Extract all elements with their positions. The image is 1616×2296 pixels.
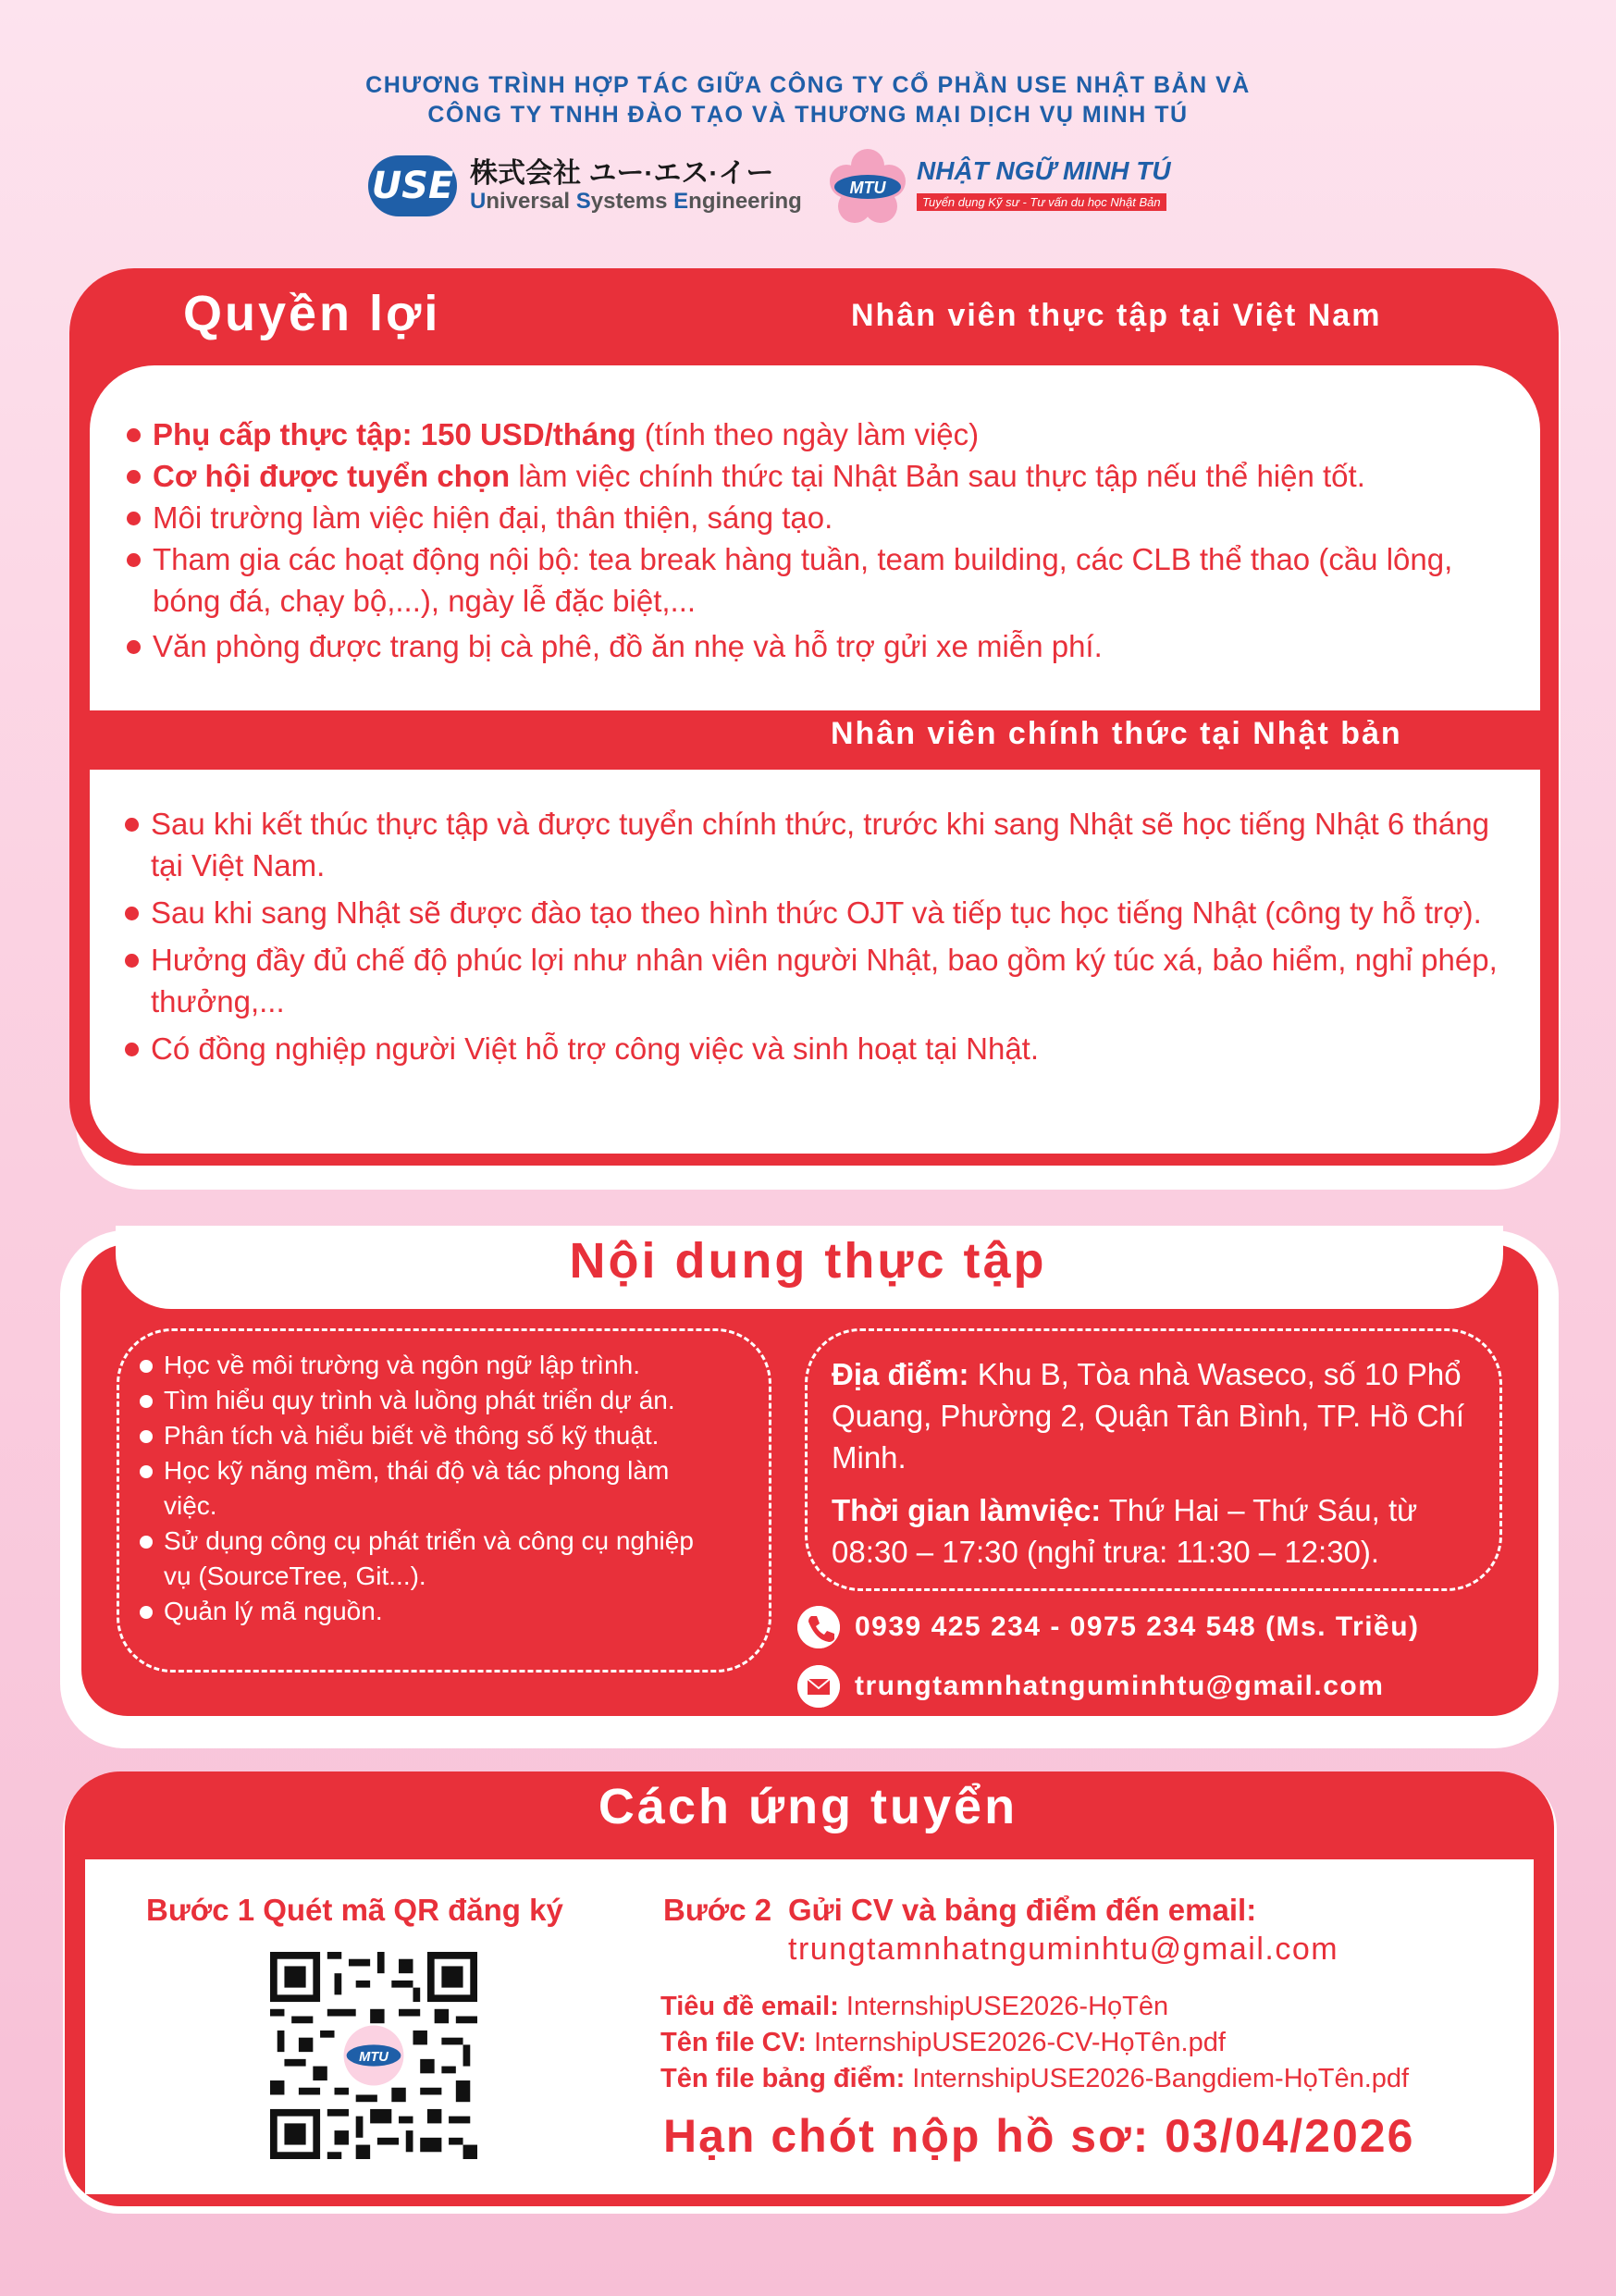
header-line-2: CÔNG TY TNHH ĐÀO TẠO VÀ THƯƠNG MẠI DỊCH VỤ MINH TÚ: [427, 102, 1189, 128]
use-logo-mark: USE: [368, 155, 457, 216]
phone-row: [797, 1606, 1537, 1652]
vn-benefits-box: [90, 365, 1540, 710]
vn-benefit-item: Môi trường làm việc hiện đại, thân thiện, sáng tạo.: [125, 497, 1540, 538]
mtu-badge-text: MTU: [849, 179, 886, 197]
qr-code[interactable]: [270, 1952, 477, 2159]
jp-benefit-item: Sau khi kết thúc thực tập và được tuyển chính thức, trước khi sang Nhật sẽ học tiếng Nhật 6 tháng tại Việt Nam.: [123, 803, 1511, 886]
mtu-logo-tagline: Tuyển dụng Kỹ sư - Tư vấn du học Nhật Bản: [917, 193, 1166, 211]
task-item: Quản lý mã nguồn.: [136, 1594, 765, 1629]
task-item: Tìm hiểu quy trình và luồng phát triển dự án.: [136, 1383, 765, 1418]
task-item: Sử dụng công cụ phát triển và công cụ nghiệp vụ (SourceTree, Git...).: [136, 1524, 719, 1594]
step2-label: Bước 2: [663, 1893, 772, 1927]
jp-benefit-item: Có đồng nghiệp người Việt hỗ trợ công việc và sinh hoạt tại Nhật.: [123, 1028, 1511, 1069]
email-subject-row: Tiêu đề email: InternshipUSE2026-HọTên: [660, 1992, 1169, 2021]
step2-email: trungtamnhatnguminhtu@gmail.com: [788, 1932, 1339, 1967]
qr-badge-text: MTU: [359, 2050, 389, 2066]
working-time-info: Thời gian làmviệc: Thứ Hai – Thứ Sáu, từ 08:30 – 17:30 (nghỉ trưa: 11:30 – 12:30).: [832, 1493, 1418, 1569]
vn-benefit-item: Tham gia các hoạt động nội bộ: tea break hàng tuần, team building, các CLB thể thao (cầu lông, bóng đá, chạy bộ,...), ngày lễ đặc biệt,...: [125, 538, 1503, 622]
vn-benefit-item: Văn phòng được trang bị cà phê, đồ ăn nhẹ và hỗ trợ gửi xe miễn phí.: [125, 625, 1540, 667]
use-logo: [368, 150, 802, 224]
cv-filename-row: Tên file CV: InternshipUSE2026-CV-HọTên.pdf: [660, 2028, 1226, 2057]
jp-benefit-item: Hưởng đầy đủ chế độ phúc lợi như nhân viên người Nhật, bao gồm ký túc xá, bảo hiểm, nghỉ phép, thưởng,...: [123, 939, 1511, 1022]
internship-info-box: [805, 1328, 1502, 1591]
mtu-logo-name: NHẬT NGỮ MINH TÚ: [917, 156, 1171, 185]
jp-benefits-box: [90, 770, 1540, 1154]
internship-tasks-box: [117, 1328, 771, 1673]
mail-icon: [797, 1665, 840, 1708]
jp-benefit-item: Sau khi sang Nhật sẽ được đào tạo theo hình thức OJT và tiếp tục học tiếng Nhật (công ty hỗ trợ).: [123, 892, 1511, 933]
score-filename-row: Tên file bảng điểm: InternshipUSE2026-Bangdiem-HọTên.pdf: [660, 2064, 1410, 2093]
phone-numbers: 0939 425 234 - 0975 234 548 (Ms. Triều): [855, 1611, 1420, 1642]
use-logo-jp: 株式会社 ユー·エス·イー: [470, 158, 774, 189]
step1-label: Bước 1 Quét mã QR đăng ký: [146, 1893, 563, 1927]
contact-email: trungtamnhatnguminhtu@gmail.com: [855, 1671, 1385, 1701]
task-item: Phân tích và hiểu biết về thông số kỹ thuật.: [136, 1418, 765, 1453]
task-item: Học về môi trường và ngôn ngữ lập trình.: [136, 1348, 765, 1383]
task-item: Học kỹ năng mềm, thái độ và tác phong làm việc.: [136, 1453, 719, 1524]
internship-title: Nội dung thực tập: [569, 1233, 1047, 1289]
benefits-title: Quyền lợi: [183, 286, 441, 341]
use-logo-en: Universal Systems Engineering: [470, 189, 802, 214]
jp-staff-title: Nhân viên chính thức tại Nhật bản: [831, 716, 1402, 751]
deadline: Hạn chót nộp hồ sơ: 03/04/2026: [663, 2110, 1415, 2162]
apply-box: [85, 1859, 1534, 2194]
mtu-logo: [828, 143, 1198, 227]
header-line-1: CHƯƠNG TRÌNH HỢP TÁC GIỮA CÔNG TY CỔ PHẦN USE NHẬT BẢN VÀ: [365, 72, 1251, 98]
vn-benefit-item: Phụ cấp thực tập: 150 USD/tháng (tính theo ngày làm việc): [125, 414, 1540, 455]
apply-title: Cách ứng tuyển: [598, 1779, 1018, 1834]
email-row: [797, 1665, 1537, 1711]
vn-intern-title: Nhân viên thực tập tại Việt Nam: [851, 298, 1382, 333]
flower-icon: [828, 147, 907, 227]
vn-benefit-item: Cơ hội được tuyển chọn làm việc chính thức tại Nhật Bản sau thực tập nếu thể hiện tốt.: [125, 455, 1540, 497]
step2-text: Gửi CV và bảng điểm đến email:: [788, 1893, 1257, 1927]
phone-icon: [797, 1606, 840, 1648]
location-info: Địa điểm: Khu B, Tòa nhà Waseco, số 10 Phổ Quang, Phường 2, Quận Tân Bình, TP. Hồ Chí Minh.: [832, 1357, 1464, 1475]
